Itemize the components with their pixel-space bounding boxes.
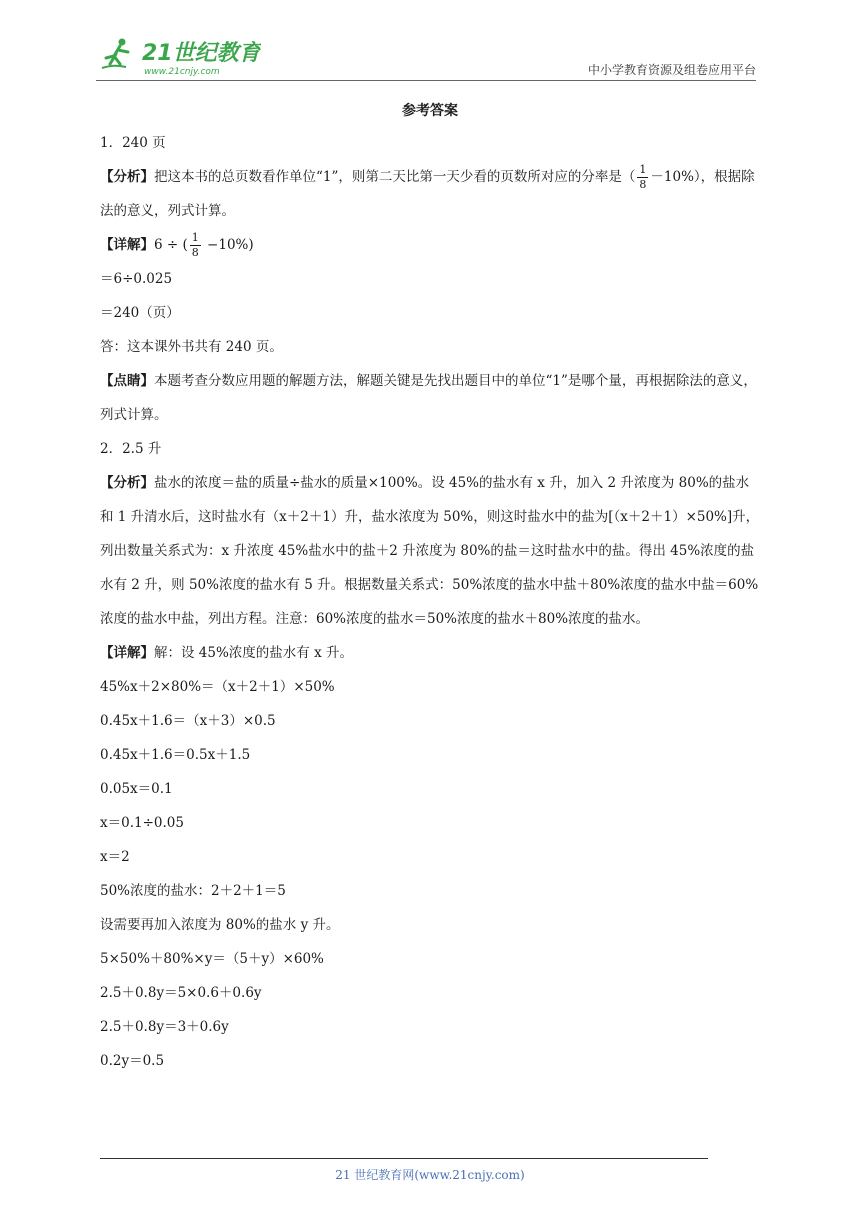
q2-step: 50%浓度的盐水：2＋2＋1＝5 xyxy=(100,883,286,899)
q2-detail-tag: 【详解】 xyxy=(100,645,154,661)
q1-analysis-text-a: 把这本书的总页数看作单位“1”，则第二天比第一天少看的页数所对应的分率是（ xyxy=(154,169,636,185)
q1-heading: 1．240 页 xyxy=(100,135,166,151)
q1-detail xyxy=(100,228,760,262)
runner-logo-icon xyxy=(96,34,261,78)
fraction-denominator: 8 xyxy=(191,246,199,259)
q1-point xyxy=(100,364,760,432)
fraction-denominator: 8 xyxy=(639,178,647,191)
footer-link[interactable]: 21 世纪教育网(www.21cnjy.com) xyxy=(335,1168,525,1182)
q2-heading: 2．2.5 升 xyxy=(100,441,162,457)
q1-answer: 答：这本课外书共有 240 页。 xyxy=(100,339,283,355)
footer-divider xyxy=(100,1158,708,1159)
fraction xyxy=(190,231,201,260)
q1-point-text: 本题考查分数应用题的解题方法，解题关键是先找出题目中的单位“1”是哪个量，再根据除法的意义，列式计算。 xyxy=(100,373,757,423)
page-title: 参考答案 xyxy=(402,103,458,119)
q2-step: 设需要再加入浓度为 80%的盐水 y 升。 xyxy=(100,917,340,933)
fraction-numerator: 1 xyxy=(191,231,199,244)
q2-step: 0.45x＋1.6＝（x＋3）×0.5 xyxy=(100,713,276,729)
q2-detail xyxy=(100,636,760,670)
q1-analysis-tag: 【分析】 xyxy=(100,169,154,185)
q2-step: 5×50%＋80%×y＝（5＋y）×60% xyxy=(100,951,324,967)
logo-url: www.21cnjy.com xyxy=(144,67,220,77)
answer-content xyxy=(100,126,760,1078)
header-platform-text: 中小学教育资源及组卷应用平台 xyxy=(587,63,756,77)
q1-analysis xyxy=(100,160,760,228)
q1-point-tag: 【点睛】 xyxy=(100,373,154,389)
logo-text: 21世纪教育 xyxy=(142,41,261,66)
q2-step: 0.45x＋1.6＝0.5x＋1.5 xyxy=(100,747,251,763)
q2-analysis-tag: 【分析】 xyxy=(100,475,154,491)
site-logo xyxy=(96,34,261,78)
q2-step: 0.05x＝0.1 xyxy=(100,781,173,797)
q1-detail-text-a: 6 ÷ ( xyxy=(154,237,188,253)
q1-step: ＝240（页） xyxy=(100,305,180,321)
q2-analysis xyxy=(100,466,760,636)
q2-step: 0.2y＝0.5 xyxy=(100,1053,165,1069)
fraction xyxy=(637,163,648,192)
q2-step: 2.5＋0.8y＝3＋0.6y xyxy=(100,1019,229,1035)
q1-detail-text-b: −10%) xyxy=(202,237,254,253)
q2-step: x＝0.1÷0.05 xyxy=(100,815,184,831)
q1-step: ＝6÷0.025 xyxy=(100,271,173,287)
q2-step: 2.5＋0.8y＝5×0.6＋0.6y xyxy=(100,985,262,1001)
fraction-numerator: 1 xyxy=(639,163,647,176)
q2-analysis-text: 盐水的浓度＝盐的质量÷盐水的质量×100%。设 45%的盐水有 x 升，加入 2 升浓度为 80%的盐水和 1 升清水后，这时盐水有（x＋2＋1）升，盐水浓度为 50%，则这时盐水中的盐为[（x＋2＋1）×50%]升，列出数量关系式为：x 升浓度 45%盐水中的盐＋2 升浓度为 80%的盐＝这时盐水中的盐。得出 45%浓度的盐水有 2 升，则 50%浓度的盐水有 5 升。根据数量关系式：50%浓度的盐水中盐＋80%浓度的盐水中盐＝60%浓度的盐水中盐，列出方程。注意：60%浓度的盐水＝50%浓度的盐水＋80%浓度的盐水。 xyxy=(100,475,760,627)
q1-detail-tag: 【详解】 xyxy=(100,237,154,253)
q1-analysis-text-b: －10%），根据除法的意义，列式计算。 xyxy=(100,169,755,219)
q2-step: x＝2 xyxy=(100,849,130,865)
q2-step: 45%x＋2×80%＝（x＋2＋1）×50% xyxy=(100,679,335,695)
header-divider xyxy=(96,80,756,81)
q2-detail-text: 解：设 45%浓度的盐水有 x 升。 xyxy=(154,645,353,661)
